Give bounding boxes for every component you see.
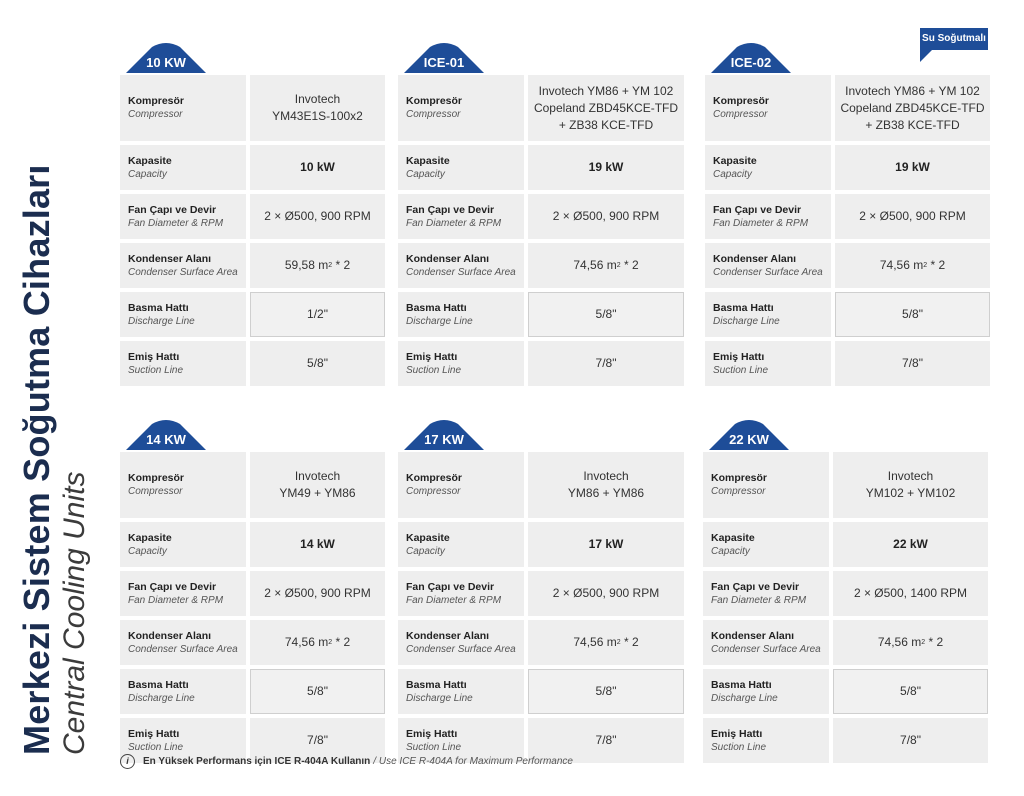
spec-row-fan xyxy=(705,194,990,239)
spec-label-tr: Kapasite xyxy=(128,154,172,167)
spec-label-en: Fan Diameter & RPM xyxy=(406,217,502,229)
spec-label xyxy=(398,145,524,190)
spec-label xyxy=(705,243,831,288)
spec-label-en: Capacity xyxy=(406,545,445,557)
spec-label-tr: Kondenser Alanı xyxy=(406,629,490,642)
spec-label xyxy=(120,571,246,616)
spec-value-capacity: 22 kW xyxy=(833,522,988,567)
spec-label-tr: Basma Hattı xyxy=(128,678,189,691)
spec-label-tr: Basma Hattı xyxy=(406,301,467,314)
spec-label-tr: Basma Hattı xyxy=(711,678,772,691)
spec-value-suction: 7/8" xyxy=(835,341,990,386)
spec-label xyxy=(120,145,246,190)
badge-tail xyxy=(920,50,932,62)
spec-row-suction xyxy=(703,718,988,763)
spec-label xyxy=(120,620,246,665)
spec-row-capacity xyxy=(120,145,385,190)
spec-label-tr: Kapasite xyxy=(711,531,755,544)
unit-tab xyxy=(711,43,791,73)
compressor-line: + ZB38 KCE-TFD xyxy=(865,117,960,132)
spec-row-condenser xyxy=(398,243,684,288)
spec-value-discharge: 5/8" xyxy=(250,669,385,714)
spec-row-capacity xyxy=(398,522,684,567)
spec-value-capacity: 19 kW xyxy=(528,145,684,190)
spec-value-fan: 2 × Ø500, 900 RPM xyxy=(835,194,990,239)
spec-row-condenser xyxy=(120,243,385,288)
spec-value-condenser xyxy=(528,620,684,665)
spec-label-en: Capacity xyxy=(711,545,750,557)
spec-label xyxy=(120,669,246,714)
spec-label-en: Capacity xyxy=(713,168,752,180)
spec-row-compressor xyxy=(705,75,990,141)
spec-label-en: Discharge Line xyxy=(713,315,780,327)
squared-superscript: 2 xyxy=(328,639,333,646)
condenser-area: 74,56 m xyxy=(877,635,922,649)
spec-label-tr: Kondenser Alanı xyxy=(711,629,795,642)
spec-value-compressor xyxy=(528,75,684,141)
unit-card xyxy=(120,55,385,390)
spec-value-fan: 2 × Ø500, 900 RPM xyxy=(250,194,385,239)
water-cooled-badge: Su Soğutmalı xyxy=(920,28,988,50)
spec-label-tr: Kompresör xyxy=(128,95,185,107)
condenser-area: 74,56 m xyxy=(284,635,329,649)
spec-row-capacity xyxy=(398,145,684,190)
info-icon: i xyxy=(120,754,135,769)
spec-label-en: Discharge Line xyxy=(406,692,473,704)
unit-card xyxy=(703,432,988,767)
spec-label xyxy=(705,75,831,141)
spec-value-compressor xyxy=(833,452,988,518)
spec-value-suction: 7/8" xyxy=(833,718,988,763)
spec-label-tr: Emiş Hattı xyxy=(128,350,180,363)
spec-label-en: Suction Line xyxy=(406,741,462,753)
spec-label-en: Condenser Surface Area xyxy=(713,266,823,278)
spec-row-compressor xyxy=(120,75,385,141)
condenser-area: 74,56 m xyxy=(573,635,617,649)
condenser-multiplier: * 2 xyxy=(335,258,351,272)
spec-label-en: Compressor xyxy=(128,486,183,497)
spec-value-condenser xyxy=(250,243,385,288)
spec-label-en: Suction Line xyxy=(711,741,767,753)
compressor-line: YM86 + YM86 xyxy=(567,486,645,500)
spec-label-en: Compressor xyxy=(128,109,183,120)
spec-value-compressor xyxy=(250,75,385,141)
spec-label xyxy=(398,341,524,386)
spec-row-fan xyxy=(703,571,988,616)
compressor-line: Invotech xyxy=(294,92,341,106)
spec-row-fan xyxy=(120,571,385,616)
compressor-line: Invotech YM86 + YM 102 xyxy=(845,83,980,98)
spec-value-condenser xyxy=(250,620,385,665)
spec-label-en: Fan Diameter & RPM xyxy=(128,594,224,606)
unit-tab-label: ICE-02 xyxy=(730,55,772,70)
unit-tab xyxy=(404,43,484,73)
spec-label-tr: Kapasite xyxy=(406,154,450,167)
squared-superscript: 2 xyxy=(616,639,621,646)
spec-row-condenser xyxy=(120,620,385,665)
page-title: Merkezi Sistem Soğutma Cihazları xyxy=(16,164,57,755)
spec-label-en: Condenser Surface Area xyxy=(128,643,238,655)
spec-label-en: Suction Line xyxy=(406,364,462,376)
compressor-line: Invotech YM86 + YM 102 xyxy=(538,83,674,98)
footnote xyxy=(120,754,573,769)
footnote-bold: En Yüksek Performans için ICE R-404A Kullanın xyxy=(143,756,371,767)
squared-superscript: 2 xyxy=(328,262,333,269)
spec-row-suction xyxy=(398,341,684,386)
spec-label xyxy=(398,669,524,714)
unit-tab xyxy=(709,420,789,450)
spec-label xyxy=(398,75,524,141)
spec-row-fan xyxy=(398,571,684,616)
spec-row-discharge xyxy=(120,292,385,337)
spec-row-fan xyxy=(120,194,385,239)
spec-label-tr: Basma Hattı xyxy=(128,301,189,314)
spec-label-en: Fan Diameter & RPM xyxy=(711,594,807,606)
spec-value-fan: 2 × Ø500, 900 RPM xyxy=(528,194,684,239)
unit-tab-label: ICE-01 xyxy=(423,55,465,70)
spec-label xyxy=(703,571,829,616)
spec-label-tr: Kompresör xyxy=(711,472,768,484)
spec-label-en: Fan Diameter & RPM xyxy=(713,217,809,229)
spec-label xyxy=(398,194,524,239)
spec-label-tr: Emiş Hattı xyxy=(406,350,458,363)
spec-label-en: Suction Line xyxy=(128,364,184,376)
spec-label-tr: Basma Hattı xyxy=(713,301,774,314)
condenser-multiplier: * 2 xyxy=(623,635,639,649)
compressor-line: Copeland ZBD45KCE-TFD xyxy=(533,100,679,115)
spec-value-compressor xyxy=(528,452,684,518)
unit-tab xyxy=(126,43,206,73)
spec-label-tr: Kondenser Alanı xyxy=(406,252,490,265)
spec-label-en: Capacity xyxy=(128,545,167,557)
unit-card xyxy=(398,55,684,390)
spec-value-condenser xyxy=(528,243,684,288)
unit-card xyxy=(398,432,684,767)
spec-label xyxy=(120,452,246,518)
spec-value-fan: 2 × Ø500, 900 RPM xyxy=(250,571,385,616)
spec-label-tr: Emiş Hattı xyxy=(128,727,180,740)
spec-value-condenser xyxy=(835,243,990,288)
spec-label-en: Condenser Surface Area xyxy=(711,643,821,655)
spec-value-discharge: 5/8" xyxy=(833,669,988,714)
compressor-line: + ZB38 KCE-TFD xyxy=(558,117,654,132)
spec-label-tr: Fan Çapı ve Devir xyxy=(128,203,217,216)
spec-value-discharge: 5/8" xyxy=(528,669,684,714)
spec-label-tr: Fan Çapı ve Devir xyxy=(406,203,495,216)
spec-row-capacity xyxy=(705,145,990,190)
unit-tab-label: 22 KW xyxy=(729,432,769,447)
spec-value-capacity: 17 kW xyxy=(528,522,684,567)
spec-label-en: Condenser Surface Area xyxy=(406,266,516,278)
spec-label-tr: Fan Çapı ve Devir xyxy=(128,580,217,593)
spec-row-discharge xyxy=(705,292,990,337)
spec-label-tr: Kondenser Alanı xyxy=(713,252,797,265)
spec-label-en: Condenser Surface Area xyxy=(128,266,238,278)
spec-value-discharge: 5/8" xyxy=(835,292,990,337)
spec-label-tr: Kapasite xyxy=(406,531,450,544)
spec-row-condenser xyxy=(703,620,988,665)
spec-value-suction: 7/8" xyxy=(528,341,684,386)
spec-label-tr: Emiş Hattı xyxy=(711,727,763,740)
condenser-area: 74,56 m xyxy=(573,258,617,272)
unit-card xyxy=(705,55,990,390)
spec-value-compressor xyxy=(835,75,990,141)
squared-superscript: 2 xyxy=(923,262,928,269)
condenser-multiplier: * 2 xyxy=(335,635,351,649)
spec-label xyxy=(703,620,829,665)
spec-label-en: Suction Line xyxy=(713,364,769,376)
unit-tab-label: 17 KW xyxy=(424,432,464,447)
spec-row-suction xyxy=(120,341,385,386)
page-subtitle: Central Cooling Units xyxy=(58,471,91,755)
spec-row-compressor xyxy=(398,75,684,141)
spec-label xyxy=(398,522,524,567)
spec-label-en: Compressor xyxy=(711,486,766,497)
spec-label xyxy=(705,341,831,386)
spec-label xyxy=(703,522,829,567)
spec-value-fan: 2 × Ø500, 1400 RPM xyxy=(833,571,988,616)
spec-label-tr: Fan Çapı ve Devir xyxy=(406,580,495,593)
unit-tab-label: 10 KW xyxy=(146,55,186,70)
spec-row-compressor xyxy=(120,452,385,518)
condenser-multiplier: * 2 xyxy=(623,258,639,272)
spec-label-tr: Kondenser Alanı xyxy=(128,629,212,642)
spec-row-capacity xyxy=(120,522,385,567)
unit-tab xyxy=(126,420,206,450)
spec-label-tr: Emiş Hattı xyxy=(713,350,765,363)
spec-row-suction xyxy=(705,341,990,386)
spec-value-suction: 5/8" xyxy=(250,341,385,386)
spec-label-tr: Fan Çapı ve Devir xyxy=(711,580,800,593)
spec-label-tr: Kapasite xyxy=(713,154,757,167)
spec-row-discharge xyxy=(120,669,385,714)
spec-value-capacity: 14 kW xyxy=(250,522,385,567)
spec-label-tr: Kondenser Alanı xyxy=(128,252,212,265)
spec-label xyxy=(703,718,829,763)
spec-label xyxy=(120,292,246,337)
compressor-line: Invotech xyxy=(583,469,629,483)
spec-row-fan xyxy=(398,194,684,239)
spec-label-en: Fan Diameter & RPM xyxy=(406,594,502,606)
compressor-line: Invotech xyxy=(887,469,934,483)
spec-label-en: Fan Diameter & RPM xyxy=(128,217,224,229)
spec-row-condenser xyxy=(705,243,990,288)
spec-label xyxy=(705,194,831,239)
spec-label xyxy=(120,522,246,567)
spec-label xyxy=(703,452,829,518)
spec-value-suction: 7/8" xyxy=(528,718,684,763)
squared-superscript: 2 xyxy=(616,262,621,269)
spec-row-discharge xyxy=(703,669,988,714)
condenser-multiplier: * 2 xyxy=(928,635,944,649)
spec-label xyxy=(705,145,831,190)
spec-label-en: Discharge Line xyxy=(711,692,778,704)
spec-row-condenser xyxy=(398,620,684,665)
footnote-rest: / Use ICE R-404A for Maximum Performance xyxy=(373,756,573,767)
spec-label-en: Condenser Surface Area xyxy=(406,643,516,655)
spec-row-discharge xyxy=(398,669,684,714)
spec-row-capacity xyxy=(703,522,988,567)
spec-label xyxy=(398,243,524,288)
unit-card xyxy=(120,432,385,767)
spec-label xyxy=(398,620,524,665)
spec-value-capacity: 10 kW xyxy=(250,145,385,190)
spec-label-tr: Kapasite xyxy=(128,531,172,544)
spec-label-tr: Emiş Hattı xyxy=(406,727,458,740)
spec-row-compressor xyxy=(398,452,684,518)
spec-label-tr: Kompresör xyxy=(713,95,770,107)
spec-label-en: Discharge Line xyxy=(406,315,473,327)
spec-value-fan: 2 × Ø500, 900 RPM xyxy=(528,571,684,616)
spec-value-suction: 7/8" xyxy=(250,718,385,763)
spec-label xyxy=(398,292,524,337)
condenser-area: 74,56 m xyxy=(879,258,924,272)
compressor-line: Copeland ZBD45KCE-TFD xyxy=(840,100,985,115)
spec-label-en: Discharge Line xyxy=(128,692,195,704)
compressor-line: YM102 + YM102 xyxy=(865,486,956,500)
condenser-multiplier: * 2 xyxy=(930,258,946,272)
spec-label-en: Capacity xyxy=(406,168,445,180)
squared-superscript: 2 xyxy=(921,639,926,646)
compressor-line: YM49 + YM86 xyxy=(279,486,356,500)
spec-label-tr: Kompresör xyxy=(406,472,463,484)
spec-label-tr: Fan Çapı ve Devir xyxy=(713,203,802,216)
unit-tab-label: 14 KW xyxy=(146,432,186,447)
spec-value-discharge: 5/8" xyxy=(528,292,684,337)
side-title xyxy=(0,0,110,796)
unit-tab xyxy=(404,420,484,450)
spec-row-compressor xyxy=(703,452,988,518)
spec-row-discharge xyxy=(398,292,684,337)
spec-label-en: Capacity xyxy=(128,168,167,180)
spec-label xyxy=(705,292,831,337)
spec-label xyxy=(120,243,246,288)
spec-value-condenser xyxy=(833,620,988,665)
spec-label-en: Discharge Line xyxy=(128,315,195,327)
compressor-line: Invotech xyxy=(294,469,341,483)
spec-value-capacity: 19 kW xyxy=(835,145,990,190)
spec-label xyxy=(398,571,524,616)
spec-value-compressor xyxy=(250,452,385,518)
spec-label-tr: Kompresör xyxy=(406,95,463,107)
spec-label-en: Compressor xyxy=(406,109,461,120)
spec-label xyxy=(120,341,246,386)
spec-label-tr: Kompresör xyxy=(128,472,185,484)
spec-label xyxy=(120,194,246,239)
compressor-line: YM43E1S-100x2 xyxy=(272,109,363,123)
spec-label-en: Compressor xyxy=(713,109,768,120)
spec-value-discharge: 1/2" xyxy=(250,292,385,337)
condenser-area: 59,58 m xyxy=(284,258,329,272)
spec-label xyxy=(398,452,524,518)
spec-label-en: Suction Line xyxy=(128,741,184,753)
spec-label-en: Compressor xyxy=(406,486,461,497)
spec-label xyxy=(703,669,829,714)
spec-label-tr: Basma Hattı xyxy=(406,678,467,691)
spec-label xyxy=(120,75,246,141)
